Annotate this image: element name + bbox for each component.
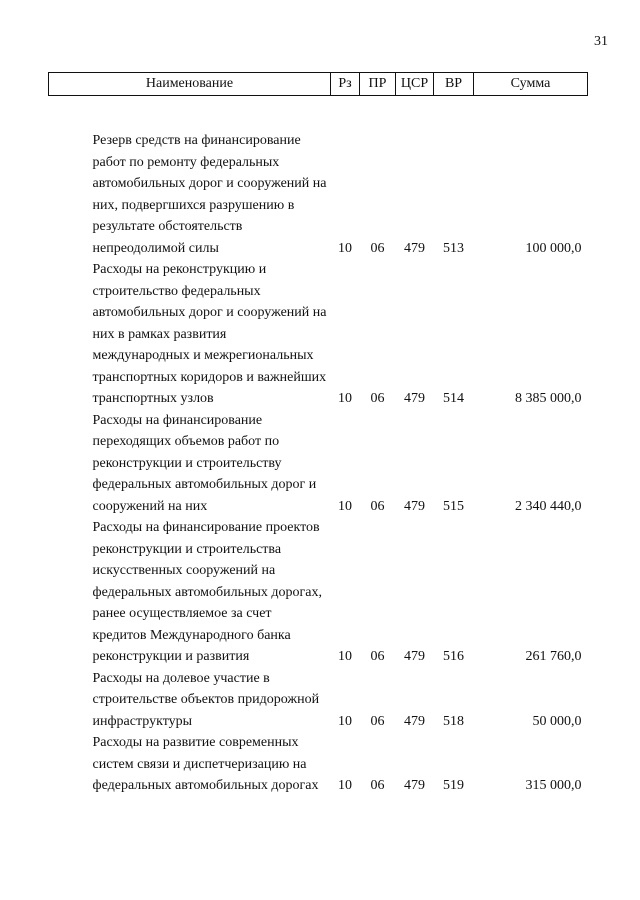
table-row <box>49 732 588 797</box>
row-vr: 518 <box>443 713 464 729</box>
row-pr: 06 <box>370 240 385 256</box>
page-number: 31 <box>594 34 608 49</box>
table-row <box>49 96 588 260</box>
row-csr: 479 <box>404 240 425 256</box>
row-name: Расходы на развитие современных систем связи и диспетчеризацию на федеральных автомобильных дорогах <box>92 735 319 793</box>
header-pr: ПР <box>360 73 396 96</box>
row-vr: 513 <box>443 240 464 256</box>
table-row <box>49 259 588 410</box>
row-rz: 10 <box>338 649 352 664</box>
table-body <box>49 96 588 797</box>
row-sum: 50 000,0 <box>532 713 582 729</box>
header-name: Наименование <box>49 73 331 96</box>
row-vr: 516 <box>443 649 464 664</box>
header-csr: ЦСР <box>396 73 434 96</box>
row-pr: 06 <box>370 649 385 664</box>
header-vr: ВР <box>434 73 474 96</box>
row-csr: 479 <box>404 713 425 729</box>
row-vr: 515 <box>443 498 464 514</box>
row-name: Расходы на финансирование проектов реконструкции и строительства искусственных сооружений на федеральных автомобильных дорогах, ранее осуществляемое за счет кредитов Международного банка реконструкции и развития <box>92 520 323 664</box>
row-sum: 261 760,0 <box>525 649 582 664</box>
row-rz: 10 <box>338 778 352 793</box>
row-rz: 10 <box>338 713 352 729</box>
table-row <box>49 668 588 733</box>
row-sum: 2 340 440,0 <box>515 498 582 514</box>
row-rz: 10 <box>338 498 352 514</box>
row-name: Резерв средств на финансирование работ по ремонту федеральных автомобильных дорог и сооружений на них, подвергшихся разрушению в результате обстоятельств непреодолимой силы <box>92 133 327 256</box>
row-sum: 100 000,0 <box>525 240 582 256</box>
row-pr: 06 <box>370 498 385 514</box>
row-csr: 479 <box>404 778 425 793</box>
row-pr: 06 <box>370 391 385 406</box>
row-name: Расходы на реконструкцию и строительство федеральных автомобильных дорог и сооружений на них в рамках развития международных и межрегиональных транспортных коридоров и важнейших транспортных узлов <box>92 262 327 406</box>
row-csr: 479 <box>404 391 425 406</box>
budget-table <box>48 72 588 797</box>
row-rz: 10 <box>338 391 352 406</box>
row-vr: 519 <box>443 778 464 793</box>
row-pr: 06 <box>370 778 385 793</box>
table-row <box>49 410 588 518</box>
row-vr: 514 <box>443 391 464 406</box>
row-sum: 8 385 000,0 <box>515 391 582 406</box>
row-csr: 479 <box>404 649 425 664</box>
row-name: Расходы на финансирование переходящих объемов работ по реконструкции и строительству федеральных автомобильных дорог и сооружений на них <box>92 412 317 514</box>
row-sum: 315 000,0 <box>525 778 582 793</box>
row-name: Расходы на долевое участие в строительстве объектов придорожной инфраструктуры <box>92 670 320 729</box>
header-sum: Сумма <box>474 73 588 96</box>
header-rz: Рз <box>331 73 360 96</box>
table-row <box>49 517 588 668</box>
table-header <box>49 73 588 96</box>
row-csr: 479 <box>404 498 425 514</box>
row-rz: 10 <box>338 240 352 256</box>
row-pr: 06 <box>370 713 385 729</box>
